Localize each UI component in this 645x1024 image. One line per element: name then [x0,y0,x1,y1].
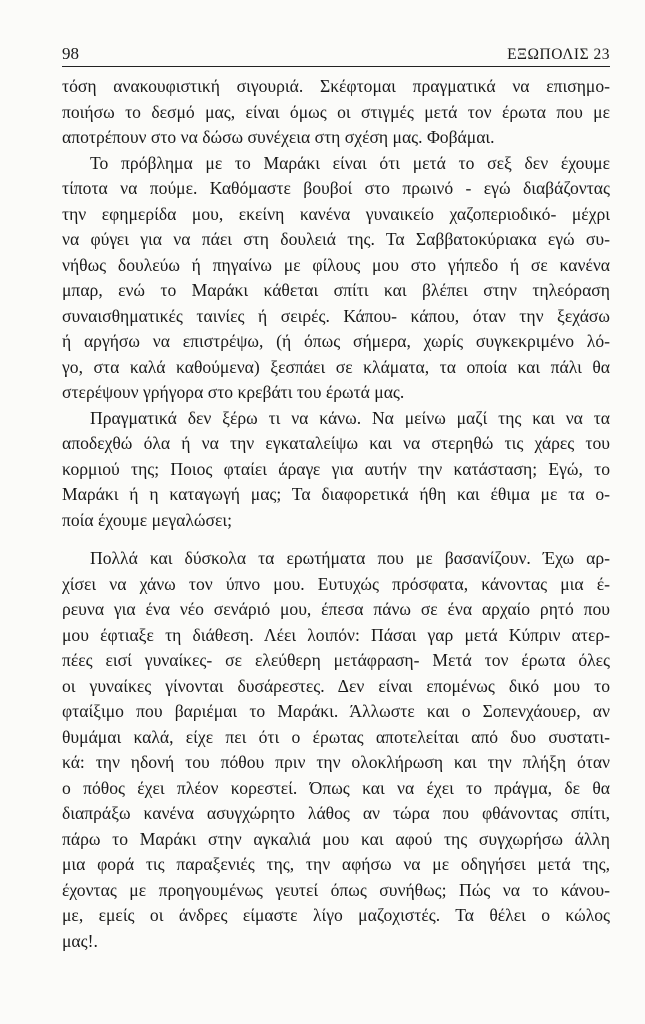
body-text [62,74,610,954]
text-line: πέες εισί γυναίκες- σε ελεύθερη μετάφραση- Μετά τον έρωτα όλες [62,650,610,670]
header-rule [62,66,610,67]
text-line: ποία έχουμε μεγαλώσει; [62,509,232,530]
text-line: αποδεχθώ όλα ή να την εγκαταλείψω και να στερηθώ τις χάρες του [62,433,610,453]
text-line: την εφημερίδα μου, εκείνη κανένα γυναικείο χαζοπεριοδικό- μέχρι [62,203,610,224]
text-line: με, εμείς οι άνδρες είμαστε λίγο μαζοχιστές. Τα θέλει ο κώλος [62,905,610,925]
text-line: Πραγματικά δεν ξέρω τι να κάνω. Να μείνω μαζί της και να τα [90,407,610,428]
text-line: νήθως δουλεύω ή πηγαίνω με φίλους μου στο γήπεδο ή σε κανένα [62,254,610,275]
text-line: γο, στα καλά καθούμενα) ξεσπάει σε κλάματα, τα οποία και πάλι θα [62,356,610,377]
text-line: κορμιού της; Ποιος φταίει άραγε για αυτήν την κατάσταση; Εγώ, το [62,458,610,479]
paragraph [62,406,610,534]
paragraph-gap [62,533,610,546]
running-title: ΕΞΩΠΟΛΙΣ 23 [507,46,610,63]
page-number: 98 [62,44,79,63]
text-line: να φύγει για να πάει στη δουλειά της. Τα Σαββατοκύριακα εγώ συ- [62,229,610,249]
text-line: πάρω το Μαράκι στην αγκαλιά μου και αφού της συγχωρήσω άλλη [62,828,610,849]
text-line: κά: την ηδονή του πόθου πριν την ολοκλήρωση και την πλήξη όταν [62,752,610,772]
text-line: ή αργήσω να επιστρέψω, (ή όπως σήμερα, χωρίς συγκεκριμένο λό- [62,331,610,351]
text-line: αποτρέπουν στο να δώσω συνέχεια στη σχέση μας. Φοβάμαι. [62,127,495,147]
text-line: έχοντας με προηγουμένως γευτεί όπως συνήθως; Πώς να το κάνου- [62,879,610,900]
text-line: φταίξιμο που βαριέμαι το Μαράκι. Άλλωστε και ο Σοπενχάουερ, αν [62,701,610,721]
paragraph [62,546,610,954]
text-line: τίποτα να πούμε. Καθόμαστε βουβοί στο πρωινό - εγώ διαβάζοντας [62,178,610,198]
text-line: οι γυναίκες γίνονται δυσάρεστες. Δεν είναι επομένως δικό μου το [62,675,610,696]
text-line: Πολλά και δύσκολα τα ερωτήματα που με βασανίζουν. Έχω αρ- [90,548,610,568]
text-line: θυμάμαι καλά, είχε πει ότι ο έρωτας αποτελείται από δυο συστατι- [62,726,610,747]
paragraph [62,74,610,151]
text-line: διαπράξω κανένα ασυγχώρητο λάθος αν τώρα που φθάνοντας σπίτι, [62,803,610,823]
text-line: ρευνα για ένα νέο σενάριό μου, έπεσα πάνω σε ένα αρχαίο ρητό που [62,599,610,619]
text-line: στερέψουν γρήγορα στο κρεβάτι του έρωτά μας. [62,382,405,402]
text-line: μια φορά τις παραξενιές της, την αφήσω να με οδηγήσει μετά της, [62,854,610,874]
page-header [62,44,610,66]
text-line: μας!. [62,930,98,951]
paragraph [62,151,610,406]
text-line: ο πόθος έχει πλέον κορεστεί. Όπως και να έχει το πράγμα, δε θα [62,777,610,798]
text-line: Το πρόβλημα με το Μαράκι είναι ότι μετά το σεξ δεν έχουμε [90,152,610,173]
text-line: μου έφτιαξε τη διάθεση. Λέει λοιπόν: Πάσαι γαρ μετά Κύπριν ατερ- [62,624,610,645]
text-line: τόση ανακουφιστική σιγουριά. Σκέφτομαι πραγματικά να επισημο- [62,76,610,96]
text-line: Μαράκι ή η καταγωγή μας; Τα διαφορετικά ήθη και έθιμα με τα ο- [62,484,610,504]
text-line: μπαρ, ενώ το Μαράκι κάθεται σπίτι και βλέπει στην τηλεόραση [62,280,610,300]
text-line: χίσει να χάνω τον ύπνο μου. Ευτυχώς πρόσφατα, κάνοντας μια έ- [62,573,610,594]
text-line: συναισθηματικές ταινίες ή σειρές. Κάπου- κάπου, όταν την ξεχάσω [62,305,610,326]
text-line: ποιήσω το δεσμό μας, είναι όμως οι στιγμές μετά τον έρωτα που με [62,101,610,122]
